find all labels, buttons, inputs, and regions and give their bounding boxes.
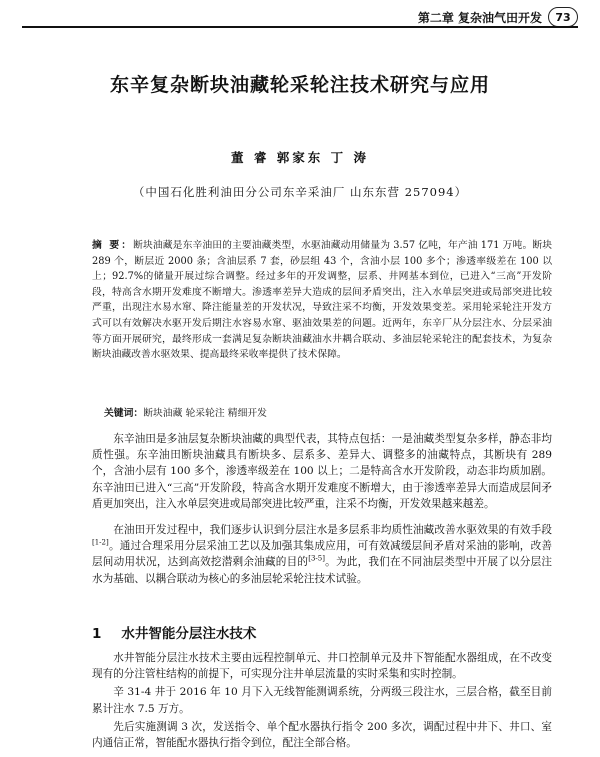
citation-1-2: [1-2] [92,538,109,547]
para2-text-b: 。通过合理采用分层采油工艺以及加强其集成应用，可有效减缓层间矛盾对采油的影响，改善层间动用状况，达到高效挖潜剩余油藏的目的 [92,540,552,569]
section-title: 水井智能分层注水技术 [121,626,257,642]
header-rule [22,26,578,28]
chapter-title: 第二章 复杂油气田开发 [417,10,542,25]
keywords-text: 断块油藏 轮采轮注 精细开发 [143,408,267,419]
section-1-paragraph-3: 先后实施测调 3 次，发送指令、单个配水器执行指令 200 多次，调配过程中井下、井口、室内通信正常，智能配水器执行指令到位，配注全部合格。 [92,720,552,750]
para2-text-c: 。为此，我们在不同油层类型中开展了以分层注水为基础、以耦合联动为核心的多油层轮采轮注技术试验。 [92,556,553,585]
running-header [418,6,578,28]
section-1-paragraph-2: 辛 31-4 井于 2016 年 10 月下入无线智能测调系统，分两级三段注水，三层合格，截至目前累计注水 7.5 万方。 [92,686,552,715]
citation-3-5: [3-5] [308,554,325,563]
authors: 董 睿 郭家东 丁 涛 [231,150,369,165]
section-heading-1 [92,622,256,642]
intro-paragraph-1: 东辛油田是多油层复杂断块油藏的典型代表，其特点包括：一是油藏类型复杂多样，静态非均质性强。东辛油田断块油藏具有断块多、层系多、差异大、调整多的油藏特点，其断块有 289 个，含油小层有 100 多个，渗透率级差在 100 以上；二是特高含水开发阶段，动态非均质加剧。东辛油田已进入“三高”开发阶段，特高含水期开发难度不断增大，由于渗透率差异大而造成层间矛盾更加突出，注入水单层突进或局部突进比较严重，注采不均衡，开发效果越来越差。 [92,433,552,510]
introduction [92,431,552,587]
abstract [92,238,552,363]
intro-paragraph-2 [92,522,552,587]
section-number: 1 [92,626,102,642]
keywords-label: 关键词： [104,408,144,419]
abstract-label: 摘 要： [92,240,134,251]
keywords [104,406,552,421]
page-number: 73 [548,7,578,27]
section-1-paragraph-1: 水井智能分层注水技术主要由远程控制单元、井口控制单元及井下智能配水器组成，在不改变现有的分注管柱结构的前提下，可实现分注井单层流量的实时采集和实时控制。 [92,652,552,681]
para2-text-a: 在油田开发过程中，我们逐步认识到分层注水是多层系非均质性油藏改善水驱效果的有效手段 [113,524,552,537]
abstract-text: 断块油藏是东辛油田的主要油藏类型，水驱油藏动用储量为 3.57 亿吨，年产油 171 万吨。断块 289 个，断层近 2000 条；含油层系 7 套，砂层组 43 个，含油小层 100 多个；渗透率级差在 100 以上；92.7%的储量开展过综合调整。经过多年的开发调整，层系、井网基本到位，已进入“三高”开发阶段，特高含水期开发难度不断增大。渗透率差异大造成的层间矛盾突出，注入水单层突进或局部突进比较严重，出现注水易水窜、降注能量差的开发状况，导致注采不均衡，开发效果变差。采用轮采轮注开发方式可以有效解决水驱开发后期注水容易水窜、驱油效果差的问题。近两年，东辛厂从分层注水、分层采油等方面开展研究，最终形成一套满足复杂断块油藏油水井耦合联动、多油层轮采轮注的配套技术，为复杂断块油藏改善水驱效果、提高最终采收率提供了技术保障。 [92,240,553,361]
section-1-body [92,650,552,751]
affiliation: （中国石化胜利油田分公司东辛采油厂 山东东营 257094） [132,185,468,199]
paper-title: 东辛复杂断块油藏轮采轮注技术研究与应用 [109,74,490,96]
